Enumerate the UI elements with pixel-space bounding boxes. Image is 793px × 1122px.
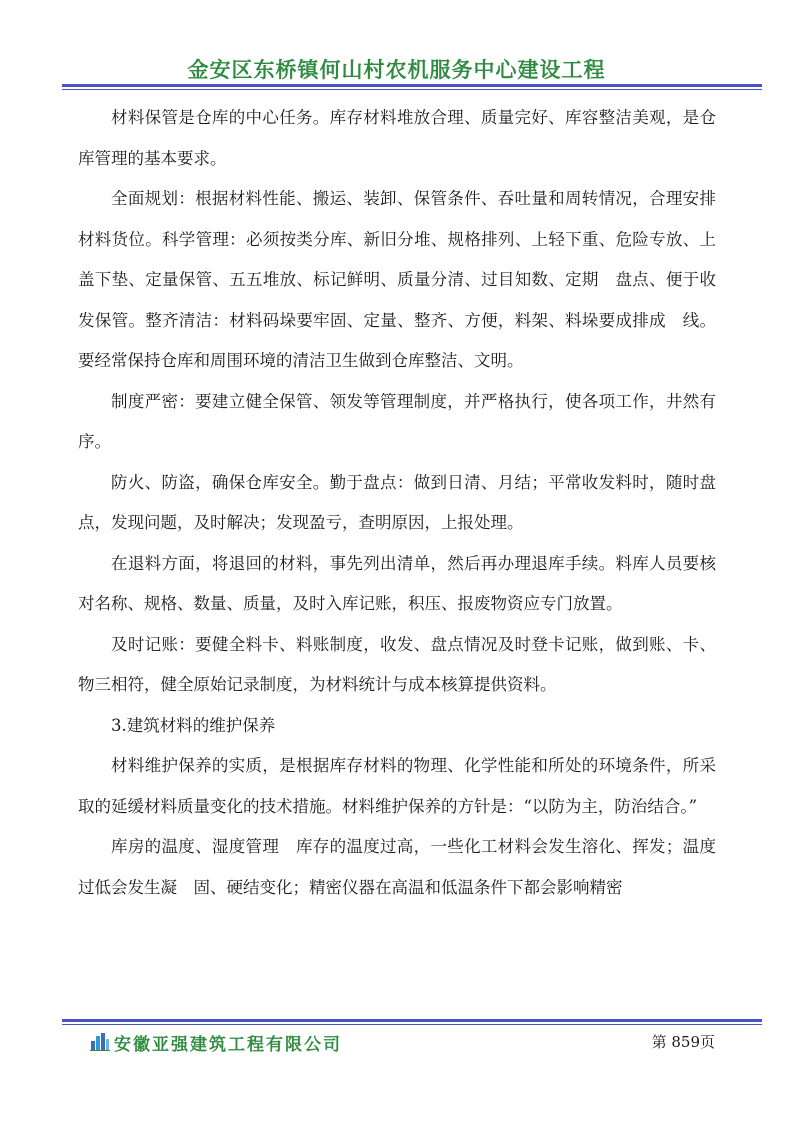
footer-company-name: 安徽亚强建筑工程有限公司 <box>114 1035 342 1055</box>
body-paragraph: 及时记账：要健全料卡、料账制度，收发、盘点情况及时登卡记账，做到账、卡、物三相符，健全原始记录制度，为材料统计与成本核算提供资料。 <box>78 634 716 694</box>
header-rule-thick <box>62 84 762 87</box>
body-paragraph: 在退料方面，将退回的材料，事先列出清单，然后再办理退库手续。料库人员要核对名称、规格、数量、质量，及时入库记账，积压、报废物资应专门放置。 <box>78 553 716 613</box>
footer-page-number: 第 859页 <box>651 1033 715 1051</box>
page-header-title: 金安区东桥镇何山村农机服务中心建设工程 <box>187 58 606 82</box>
footer-rule-thin <box>62 1024 762 1025</box>
section-heading: 3.建筑材料的维护保养 <box>111 715 276 735</box>
body-paragraph: 材料维护保养的实质，是根据库存材料的物理、化学性能和所处的环境条件，所采取的延缓材料质量变化的技术措施。材料维护保养的方针是：“以防为主，防治结合。” <box>78 756 716 816</box>
header-rule-thin <box>62 89 762 90</box>
body-paragraph: 全面规划：根据材料性能、搬运、装卸、保管条件、吞吐量和周转情况，合理安排材料货位。科学管理：必须按类分库、新旧分堆、规格排列、上轻下重、危险专放、上盖下垫、定量保管、五五堆放、标记鲜明、质量分清、过目知数、定期 盘点、便于收发保管。整齐清洁：材料码垛要牢固、定量、整齐、方便，料架、料垛要成排成 线。要经常保持仓库和周围环境的清洁卫生做到仓库整洁、文明。 <box>78 189 716 370</box>
document-body <box>78 98 716 908</box>
body-paragraph: 材料保管是仓库的中心任务。库存材料堆放合理、质量完好、库容整洁美观，是仓库管理的基本要求。 <box>78 108 716 168</box>
footer-rule-thick <box>62 1019 762 1022</box>
body-paragraph: 制度严密：要建立健全保管、领发等管理制度，并严格执行，使各项工作，井然有序。 <box>78 391 716 451</box>
building-logo-icon <box>90 1033 110 1051</box>
body-paragraph: 库房的温度、湿度管理 库存的温度过高，一些化工材料会发生溶化、挥发；温度过低会发生凝 固、硬结变化；精密仪器在高温和低温条件下都会影响精密 <box>78 837 716 897</box>
body-paragraph: 防火、防盗，确保仓库安全。勤于盘点：做到日清、月结；平常收发料时，随时盘点，发现问题，及时解决；发现盈亏，查明原因，上报处理。 <box>78 472 716 532</box>
